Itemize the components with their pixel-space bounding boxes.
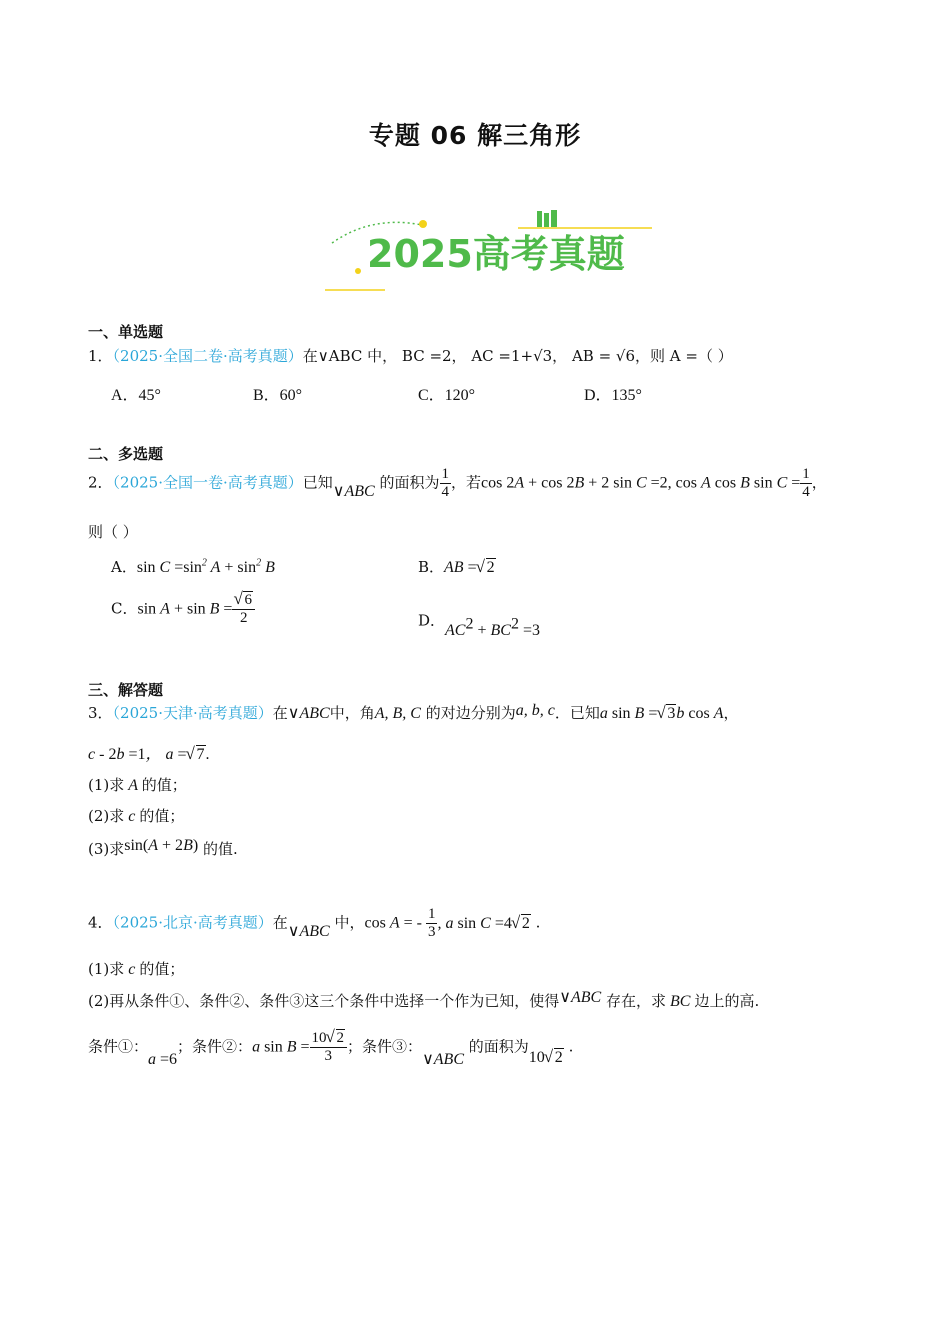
section-heading-answer: 三、解答题 bbox=[88, 681, 164, 699]
books-icon bbox=[537, 210, 557, 227]
q1-option-c: C．120° bbox=[418, 387, 476, 404]
q1-option-d: D．135° bbox=[584, 387, 642, 404]
q1-number: 1． bbox=[88, 347, 113, 365]
q2-option-b: B．AB =√ 2 bbox=[418, 556, 496, 577]
q4-conditions: 条件①：a =6；条件②：a sin B = $\frac{10√ 2}{3}$ ；条件③：∨ABC 的面积为10√ 2 . bbox=[88, 1030, 573, 1065]
banner-graphic bbox=[322, 205, 657, 300]
q3-conditions: c - 2b =1， a =√ 7. bbox=[88, 741, 210, 764]
q2-stem-a: 已知 bbox=[302, 473, 333, 492]
q2-option-a: A．$\sin C =\sin^2$ $A + \sin^2 B$ bbox=[111, 557, 275, 576]
q3-part-1: (1)求 A 的值； bbox=[88, 776, 187, 794]
q1-stem: 在∨ABC 中， BC =2， AC =1+√3， AB = √6，则 A =（ ） bbox=[302, 347, 733, 365]
q1-option-a: A．45° bbox=[111, 387, 161, 404]
q1-source: （2025·全国二卷·高考真题） bbox=[112, 347, 303, 365]
section-heading-single: 一、单选题 bbox=[88, 323, 164, 341]
q2-number: 2． bbox=[88, 473, 113, 492]
section-heading-multi: 二、多选题 bbox=[88, 445, 164, 463]
question-2: 2．（2025·全国一卷·高考真题）已知∨ABC 的面积为 $\frac{1}{4}$ ，若cos 2A + cos 2B + 2 sin C =2, cos A cos B sin C = $\frac{1}{4}$ ， bbox=[88, 466, 827, 500]
question-1 bbox=[88, 345, 733, 366]
q3-source: （2025·天津·高考真题） bbox=[112, 704, 273, 722]
q2-option-d: D．$AC^2 + BC^2 =3$ bbox=[418, 611, 540, 640]
q2-area-fraction: $\frac{1}{4}$ bbox=[441, 466, 450, 500]
banner-dot-icon bbox=[419, 220, 427, 228]
q2-source: （2025·全国一卷·高考真题） bbox=[112, 473, 303, 492]
q2-stem-d: ， bbox=[811, 473, 827, 492]
question-4: 4．（2025·北京·高考真题）在∨ABC 中，cos A = - $\frac{1}{3}$ , a sin C =4√ 2 . bbox=[88, 906, 540, 941]
question-3: 3．（2025·天津·高考真题）在∨ABC中，角A, B, C 的对边分别为a, b, c．已知a sin B =√ 3b cos A， bbox=[88, 702, 738, 723]
q2-option-c: C．sin A + sin B = √ $\frac{6}{2}$ bbox=[111, 592, 255, 627]
q2-tail: 则（ ） bbox=[88, 523, 138, 541]
q2-stem-c: ，若 bbox=[451, 473, 482, 492]
q4-source: （2025·北京·高考真题） bbox=[112, 913, 273, 932]
banner-dot-icon bbox=[355, 268, 361, 274]
q4-part-2: (2)再从条件①、条件②、条件③这三个条件中选择一个作为已知，使得∨ABC 存在，求 BC 边上的高. bbox=[88, 989, 760, 1010]
page-title: 专题 06 解三角形 bbox=[368, 121, 582, 150]
q3-part-3: (3)求sin(A + 2B) 的值. bbox=[88, 837, 238, 858]
q1-option-b: B．60° bbox=[253, 387, 303, 404]
q3-part-2: (2)求 c 的值； bbox=[88, 807, 185, 825]
q4-part-1: (1)求 c 的值； bbox=[88, 960, 185, 978]
q2-stem-b: 的面积为 bbox=[379, 473, 440, 492]
banner-text: 2025高考真题 bbox=[367, 232, 625, 276]
